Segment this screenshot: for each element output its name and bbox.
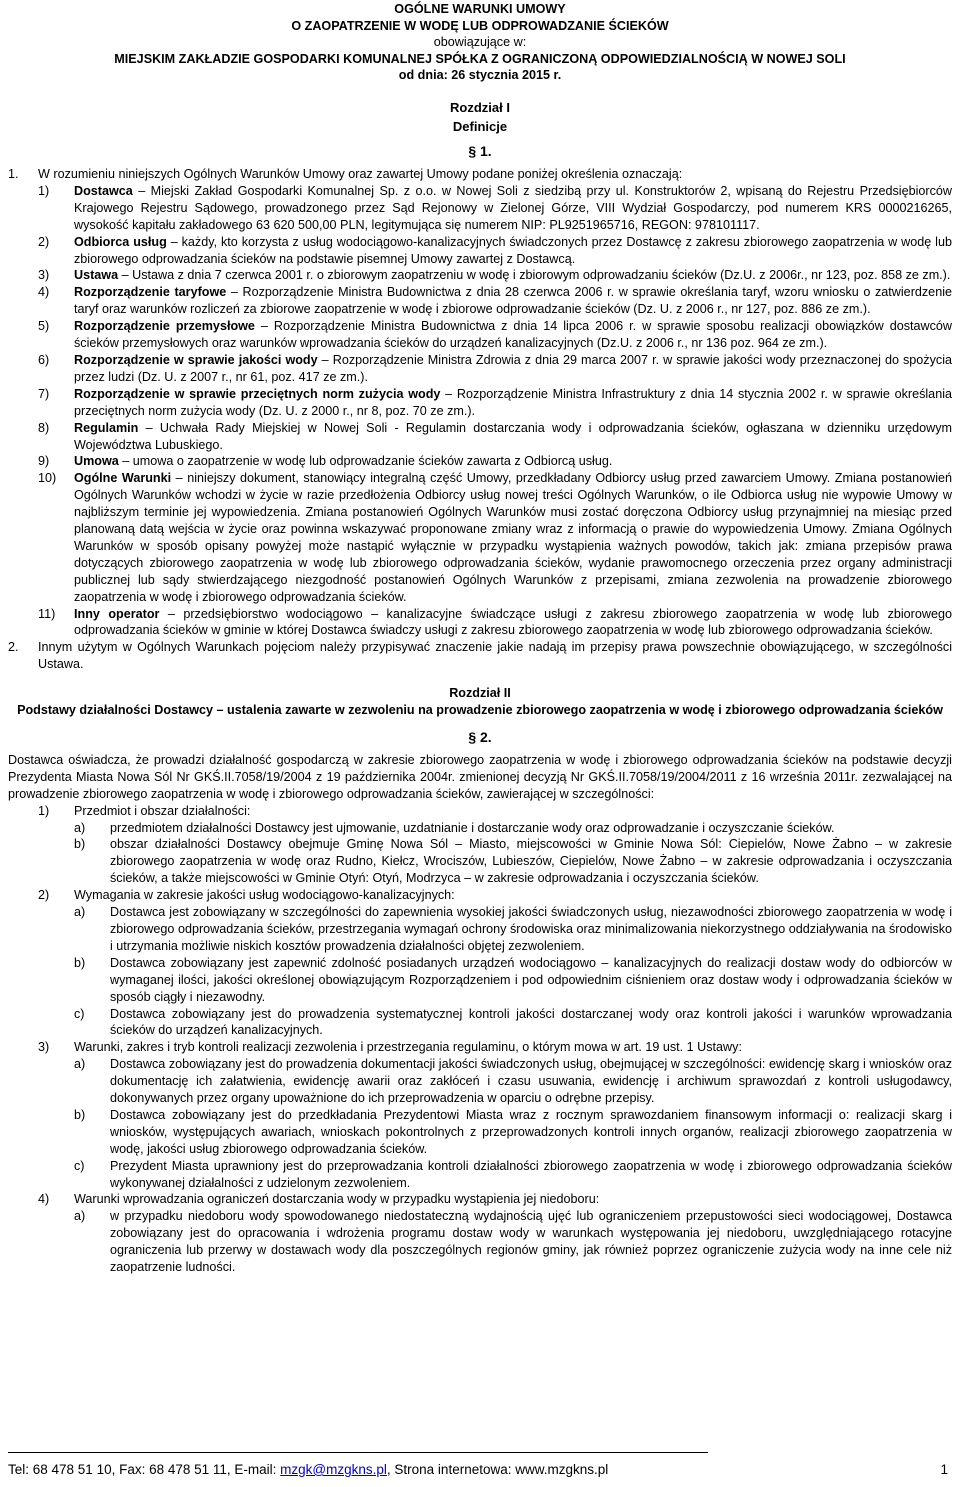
permit-subitem-letter: c) — [74, 1158, 85, 1173]
definition-item — [38, 470, 952, 605]
definition-number: 10) — [38, 471, 57, 486]
permit-subitem-letter: b) — [74, 955, 86, 970]
section-1-item-1 — [8, 166, 952, 183]
definition-text — [74, 453, 952, 470]
definition-item — [38, 234, 952, 268]
definition-item — [38, 183, 952, 234]
definition-term: Odbiorca usług — [74, 234, 167, 249]
effective-date: od dnia: 26 stycznia 2015 r. — [398, 68, 562, 82]
footer-website: , Strona internetowa: www.mzgkns.pl — [386, 1462, 609, 1477]
permit-item-number: 4) — [38, 1192, 50, 1207]
definitions-list — [8, 183, 952, 639]
permit-subitem-letter: a) — [74, 1209, 86, 1224]
permit-item — [38, 803, 952, 820]
chapter-2-heading — [8, 685, 952, 719]
paragraph-2-intro: Dostawca oświadcza, że prowadzi działalność gospodarczą w zakresie zbiorowego zaopatrzenia w wodę i zbiorowego odprowadzania ścieków na podstawie decyzji Prezydenta Miasta Nowa Sól Nr GKŚ.II.7058/19/2004 z 19 października 2004r. zmienionej decyzją Nr GKŚ.II.7058/19/2004/2011 z 16 września 2011r. zezwalającej na prowadzenie zbiorowego zaopatrzenia w wodę i zbiorowego odprowadzania ścieków, zawierającej w szczególności: — [8, 752, 952, 801]
definition-text — [74, 318, 952, 352]
permit-item-text: Warunki wprowadzania ograniczeń dostarczania wody w przypadku wystąpienia jej niedoboru: — [74, 1192, 600, 1207]
item-number: 1. — [8, 167, 19, 181]
definition-term: Rozporządzenie przemysłowe — [74, 319, 255, 334]
definition-body: – umowa o zaopatrzenie w wodę lub odprowadzanie ścieków zawarta z Odbiorcą usług. — [118, 454, 613, 469]
document-title: OGÓLNE WARUNKI UMOWY — [394, 2, 566, 16]
permit-subitem — [74, 836, 952, 887]
definition-text — [74, 606, 952, 640]
permit-subitem — [74, 1006, 952, 1040]
definition-term: Regulamin — [74, 420, 139, 435]
definition-body: – każdy, kto korzysta z usług wodociągowo-kanalizacyjnych świadczonych przez Dostawcę z zakresu zbiorowego zaopatrzenia w wodę lub zbiorowego odprowadzania ścieków na podstawie pisemnej Umowy zawartej z Dostawcą. — [74, 234, 952, 266]
definition-body: – niniejszy dokument, stanowiący integralną część Umowy, przedkładany Odbiorcy usług przed zawarciem Umowy. Zmiana postanowień Ogólnych Warunków wchodzi w życie w razie przedłożenia Odbiorcy usług nowej treści Ogólnych Warunków, o ile Odbiorca usług nie wypowie Umowy w najbliższym terminie jej wypowiedzenia. Zmiana postanowień Ogólnych Warunków musi zostać doręczona Odbiorcy usług przynajmniej na miesiąc przed planowaną datą wejścia w życie oraz powinna wskazywać proponowane zmiany wraz z informacją o prawie do wypowiedzenia Umowy. Zmiana Ogólnych Warunków w sposób opisany powyżej może nastąpić wyłącznie w przypadku wystąpienia ważnych powodów, takich jak: zmiana przepisów prawa dotyczących zbiorowego zaopatrzenia w wodę lub zbiorowego odprowadzania ścieków, wydanie prawomocnego orzeczenia przez organy administracji publicznej lub sądy stwierdzającego niezgodność postanowień Ogólnych Warunków z przepisami, zmiana zezwolenia na prowadzenie zbiorowego zaopatrzenia w wodę i zbiorowego odprowadzania ścieków. — [74, 471, 953, 604]
permit-subitem-text: Dostawca zobowiązany jest zapewnić zdolność posiadanych urządzeń wodociągowo – kanalizacyjnych do realizacji dostaw wody do odbiorców w wymaganej ilości, jakości określonej obowiązującym Rozporządzeniem i pod odpowiednim ciśnieniem oraz dostaw wody i odprowadzania ścieków w sposób ciągły i niezawodny. — [110, 955, 952, 1004]
permit-subitem-letter: a) — [74, 905, 86, 920]
definition-number: 7) — [38, 386, 50, 401]
definition-item — [38, 284, 952, 318]
permit-subitem-text: Dostawca jest zobowiązany w szczególności do zapewnienia wysokiej jakości świadczonych usług, niezawodności zbiorowego zaopatrzenia w wodę i zbiorowego odprowadzania ścieków, przestrzegania wymagań ochrony środowiska oraz minimalizowania niekorzystnego oddziaływania na środowisko i utrzymania możliwie niskich kosztów prowadzenia działalności objętej zezwoleniem. — [110, 905, 952, 953]
definition-text — [74, 234, 952, 268]
definition-number: 1) — [38, 183, 50, 198]
item-text: Innym użytym w Ogólnych Warunkach pojęciom należy przypisywać znaczenie jakie nadają im przepisy prawa powszechnie obowiązującego, w szczególności Ustawa. — [38, 640, 952, 672]
chapter-1-title: Definicje — [452, 118, 508, 134]
definition-term: Umowa — [74, 454, 119, 469]
page-number: 1 — [940, 1462, 948, 1477]
definition-number: 5) — [38, 319, 50, 334]
definition-number: 6) — [38, 352, 50, 367]
definition-body: – Rozporządzenie Ministra Infrastruktury z dnia 14 stycznia 2002 r. w sprawie określania przeciętnych norm zużycia wody (Dz. U. z 2000 r., nr 8, poz. 70 ze zm.). — [74, 386, 952, 418]
definition-number: 11) — [38, 606, 56, 621]
definition-item — [38, 318, 952, 352]
company-name: MIEJSKIM ZAKŁADZIE GOSPODARKI KOMUNALNEJ SPÓŁKA Z OGRANICZONĄ ODPOWIEDZIALNOŚCIĄ W NOWEJ SOLI — [114, 51, 846, 66]
permit-subitem-letter: a) — [74, 820, 86, 835]
footer-divider — [8, 1452, 708, 1453]
permit-subitem-letter: a) — [74, 1057, 86, 1072]
item-number: 2. — [8, 640, 19, 655]
email-link[interactable]: mzgk@mzgkns.pl — [280, 1462, 387, 1477]
chapter-2-title: Podstawy działalności Dostawcy – ustalenia zawarte w zezwoleniu na prowadzenie zbiorowego zaopatrzenia w wodę i zbiorowego odprowadzania ścieków — [17, 703, 943, 718]
permit-subitem-text: Dostawca zobowiązany jest do prowadzenia systematycznej kontroli jakości dostarczanej wody oraz kontroli jakości i warunków wprowadzania ścieków do urządzeń kanalizacyjnych. — [110, 1006, 952, 1038]
definition-text — [74, 284, 952, 318]
definition-number: 8) — [38, 420, 50, 435]
permit-item-number: 2) — [38, 888, 50, 903]
definition-text — [74, 420, 952, 454]
definition-body: – Uchwała Rady Miejskiej w Nowej Soli - Regulamin dostarczania wody i odprowadzania ścieków, ogłaszana w dzienniku urzędowym Województwa Lubuskiego. — [74, 420, 952, 452]
permit-item-text: Przedmiot i obszar działalności: — [74, 803, 251, 818]
permit-subitem-letter: c) — [74, 1006, 85, 1021]
permit-items-list — [8, 803, 952, 1276]
section-1-item-2 — [8, 639, 952, 673]
document-body — [8, 166, 952, 1276]
definition-term: Ogólne Warunki — [74, 471, 172, 486]
document-subtitle: O ZAOPATRZENIE W WODĘ LUB ODPROWADZANIE ŚCIEKÓW — [291, 18, 669, 33]
paragraph-1-heading: § 1. — [468, 143, 492, 159]
definition-item — [38, 352, 952, 386]
permit-item-text: Wymagania w zakresie jakości usług wodociągowo-kanalizacyjnych: — [74, 888, 455, 903]
definition-body: – Rozporządzenie Ministra Budownictwa z dnia 14 lipca 2006 r. w sprawie sposobu realizacji obowiązków dostawców ścieków przemysłowych oraz warunków wprowadzania ścieków do urządzeń kanalizacyjnych (Dz.U. z 2006 r., nr 136 poz. 964 ze zm.). — [74, 319, 952, 351]
permit-item — [38, 1039, 952, 1056]
permit-subitem-text: przedmiotem działalności Dostawcy jest ujmowanie, uzdatnianie i dostarczanie wody oraz odprowadzanie i oczyszczanie ścieków. — [110, 820, 835, 835]
definition-term: Inny operator — [74, 606, 160, 621]
definition-number: 4) — [38, 285, 50, 300]
definition-item — [38, 420, 952, 454]
permit-subitem-text: obszar działalności Dostawcy obejmuje Gminę Nowa Sól – Miasto, miejscowości w Gminie Nowa Sól: Ciepielów, Nowe Żabno – w zakresie zbiorowego zaopatrzenia w wodę oraz Rudno, Kiełcz, Wrociszów, Lubieszów, Ciepielów, Nowe Żabno – w zakresie odprowadzania i oczyszczania ścieków, a także miejscowości w Gminie Otyń: Otyń, Modrzyca – w zakresie odprowadzania i oczyszczania ścieków. — [110, 837, 952, 886]
chapter-2-label: Rozdział II — [449, 686, 511, 701]
definition-item — [38, 453, 952, 470]
permit-subitem-letter: b) — [74, 1107, 86, 1122]
permit-item-number: 3) — [38, 1040, 50, 1055]
chapter-1-label: Rozdział I — [450, 99, 510, 115]
permit-subitem-text: Dostawca zobowiązany jest do prowadzenia dokumentacji jakości świadczonych usług, obejmującej w szczególności: ewidencję skarg i wniosków oraz dokumentację ich załatwienia, ewidencję awarii oraz zakłóceń i czasu usuwania, ewidencję i archiwum sprawozdań z kontroli usługodawcy, dokonywanych przez organy upoważnione do ich przeprowadzenia w oparciu o odrębne przepisy. — [110, 1057, 952, 1106]
permit-item — [38, 1191, 952, 1208]
page-footer — [8, 1462, 948, 1477]
definition-number: 9) — [38, 454, 50, 469]
item-text: W rozumieniu niniejszych Ogólnych Warunków Umowy oraz zawartej Umowy podane poniżej określenia oznaczają: — [38, 167, 683, 181]
definition-term: Rozporządzenie w sprawie przeciętnych norm zużycia wody — [74, 386, 441, 401]
footer-phone-fax: Tel: 68 478 51 10, Fax: 68 478 51 11, E-mail: — [8, 1462, 281, 1477]
definition-text — [74, 267, 952, 284]
definition-term: Dostawca — [74, 183, 133, 198]
permit-item-text: Warunki, zakres i tryb kontroli realizacji zezwolenia i przestrzegania regulaminu, o którym mowa w art. 19 ust. 1 Ustawy: — [74, 1040, 742, 1055]
document-header — [0, 0, 960, 160]
permit-item — [38, 887, 952, 904]
permit-subitem-text: Prezydent Miasta uprawniony jest do przeprowadzania kontroli działalności zbiorowego zaopatrzenia w wodę i zbiorowego odprowadzania ścieków wykonywanej działalności z udzielonym zezwoleniem. — [110, 1158, 952, 1190]
binding-note: obowiązujące w: — [433, 35, 527, 49]
definition-term: Rozporządzenie w sprawie jakości wody — [74, 352, 318, 367]
definition-item — [38, 386, 952, 420]
definition-text — [74, 470, 952, 605]
definition-term: Ustawa — [74, 268, 119, 283]
definition-text — [74, 183, 952, 234]
permit-subitem — [74, 1107, 952, 1158]
footer-contact — [8, 1462, 608, 1477]
definition-body: – Miejski Zakład Gospodarki Komunalnej Sp. z o.o. w Nowej Soli z siedzibą przy ul. Konstruktorów 2, wpisaną do Rejestru Przedsiębiorców Krajowego Rejestru Sądowego, prowadzonego przez Sąd Rejonowy w Zielonej Górze, VIII Wydział Gospodarczy, pod numerem KRS 0000216265, wysokość kapitału zakładowego 63 620 500,00 PLN, legitymująca się numerem NIP: PL9251965716, REGON: 978101117. — [74, 183, 952, 232]
permit-subitem — [74, 1208, 952, 1276]
definition-text — [74, 352, 952, 386]
definition-term: Rozporządzenie taryfowe — [74, 285, 227, 300]
permit-subitem-text: Dostawca zobowiązany jest do przedkładania Prezydentowi Miasta wraz z rocznym sprawozdaniem finansowym informacji o: realizacji skarg i wniosków, występujących awariach, wnioskach pokontrolnych z przeprowadzonych kontroli innych organów, realizacji zbiorowego zaopatrzenia w wodę, jakości usług zbiorowego odprowadzania ścieków. — [110, 1107, 952, 1156]
definition-body: – przedsiębiorstwo wodociągowo – kanalizacyjne świadczące usługi z zakresu zbiorowego zaopatrzenia w wodę lub zbiorowego odprowadzania ścieków w gminie w której Dostawca świadczy usługi z zakresu zbiorowego zaopatrzenia w wodę lub zbiorowego odprowadzania ścieków. — [74, 606, 952, 638]
permit-subitem — [74, 820, 952, 837]
definition-body: – Rozporządzenie Ministra Budownictwa z dnia 28 czerwca 2006 r. w sprawie określania taryf, wzoru wniosku o zatwierdzenie taryf oraz warunków rozliczeń za zbiorowe zaopatrzenie w wodę i zbiorowe odprowadzanie ścieków (Dz. U. z 2006 r., nr 127, poz. 886 ze zm.). — [74, 285, 952, 317]
definition-number: 2) — [38, 234, 50, 249]
permit-subitem — [74, 1158, 952, 1192]
definition-number: 3) — [38, 268, 50, 283]
definition-body: – Rozporządzenie Ministra Zdrowia z dnia 29 marca 2007 r. w sprawie jakości wody przeznaczonej do spożycia przez ludzi (Dz. U. z 2007 r., nr 61, poz. 417 ze zm.). — [74, 352, 952, 384]
definition-text — [74, 386, 952, 420]
permit-subitem-letter: b) — [74, 837, 86, 852]
definition-item — [38, 606, 952, 640]
paragraph-2-heading: § 2. — [468, 729, 492, 745]
permit-subitem — [74, 1056, 952, 1107]
definition-item — [38, 267, 952, 284]
permit-item-number: 1) — [38, 803, 50, 818]
permit-subitem-text: w przypadku niedoboru wody spowodowanego niedostateczną wydajnością ujęć lub ograniczeniem przepustowości sieci wodociągowej, Dostawca zobowiązany jest do opracowania i wdrożenia programu dostaw wody w warunkach występowania jej niedoboru, uwzględniającego rotacyjne ograniczenia lub przerwy w dostawach wody dla poszczególnych regionów gminy, jak również poprzez ograniczenie zużycia wody na inne cele niż zaopatrzenie ludności. — [110, 1209, 952, 1275]
permit-subitem — [74, 904, 952, 955]
permit-subitem — [74, 955, 952, 1006]
definition-body: – Ustawa z dnia 7 czerwca 2001 r. o zbiorowym zaopatrzeniu w wodę i zbiorowym odprowadzaniu ścieków (Dz.U. z 2006r., nr 123, poz. 858 ze zm.). — [118, 268, 951, 283]
